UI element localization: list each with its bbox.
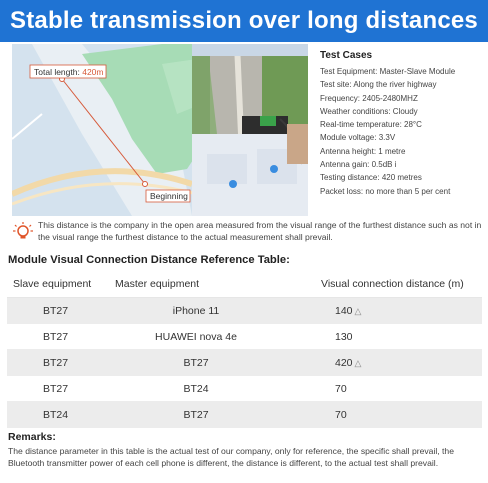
banner-title: Stable transmission over long distances — [10, 7, 478, 34]
remarks-title: Remarks: — [8, 431, 56, 443]
table-title: Module Visual Connection Distance Reference Table: — [8, 254, 290, 266]
cell-master: HUAWEI nova 4e — [155, 330, 237, 343]
cell-master: BT27 — [183, 408, 209, 421]
table-header — [7, 271, 482, 298]
header-slave: Slave equipment — [13, 278, 92, 290]
cell-slave: BT27 — [43, 356, 69, 369]
spec-line: Test site: Along the river highway — [320, 80, 437, 90]
spec-line: Antenna gain: 0.5dB i — [320, 160, 397, 170]
cell-master: BT24 — [183, 382, 209, 395]
cell-slave: BT27 — [43, 382, 69, 395]
remarks-text: The distance parameter in this table is the actual test of our company, only for reference, the specific shall prevail, the Bluetooth transmitter power of each cell phone is different, the distance is different, to the actual test shall prevail. — [8, 446, 454, 468]
banner — [0, 0, 488, 42]
triangle-icon: △ — [354, 305, 362, 316]
cell-distance — [289, 305, 482, 317]
spec-line: Packet loss: no more than 5 per cent — [320, 186, 451, 196]
beginning-label: Beginning — [150, 191, 188, 201]
table-row — [7, 402, 482, 428]
test-site-photo — [12, 44, 308, 216]
distance-value: 140 — [335, 304, 353, 317]
map-illustration — [12, 44, 308, 216]
table-row — [7, 298, 482, 324]
cell-slave: BT27 — [43, 304, 69, 317]
distance-value: 70 — [335, 382, 347, 395]
cell-master: iPhone 11 — [172, 304, 220, 317]
table-row — [7, 350, 482, 376]
table-row — [7, 324, 482, 350]
spec-line: Testing distance: 420 metres — [320, 173, 422, 183]
distance-value: 130 — [335, 330, 353, 343]
cell-distance — [289, 409, 482, 421]
spec-line: Real-time temperature: 28°C — [320, 120, 422, 130]
distance-table — [7, 271, 482, 428]
note-text: This distance is the company in the open area measured from the visual range of the furthest distance such as not in the visual range the furthest distance to the actual measurement shall prevail. — [38, 220, 482, 242]
cell-master: BT27 — [183, 356, 209, 369]
spec-line: Module voltage: 3.3V — [320, 133, 396, 143]
header-distance: Visual connection distance (m) — [321, 278, 464, 290]
table-row — [7, 376, 482, 402]
triangle-icon: △ — [354, 357, 362, 368]
cell-distance — [289, 357, 482, 369]
cell-slave: BT27 — [43, 330, 69, 343]
total-length-value: 420m — [82, 67, 104, 77]
test-cases-panel — [320, 50, 486, 198]
total-length-label: Total length: 420m — [34, 67, 104, 77]
cell-distance — [289, 331, 482, 343]
cell-slave: BT24 — [43, 408, 69, 421]
spec-line: Weather conditions: Cloudy — [320, 106, 418, 116]
spec-line: Antenna height: 1 metre — [320, 146, 406, 156]
spec-line: Test Equipment: Master-Slave Module — [320, 67, 456, 76]
spec-line: Frequency: 2405-2480MHZ — [320, 93, 418, 103]
distance-value: 70 — [335, 408, 347, 421]
bulb-icon — [12, 221, 34, 241]
test-cases-title: Test Cases — [320, 50, 373, 61]
distance-value: 420 — [335, 356, 353, 369]
cell-distance — [289, 383, 482, 395]
header-master: Master equipment — [115, 278, 200, 290]
